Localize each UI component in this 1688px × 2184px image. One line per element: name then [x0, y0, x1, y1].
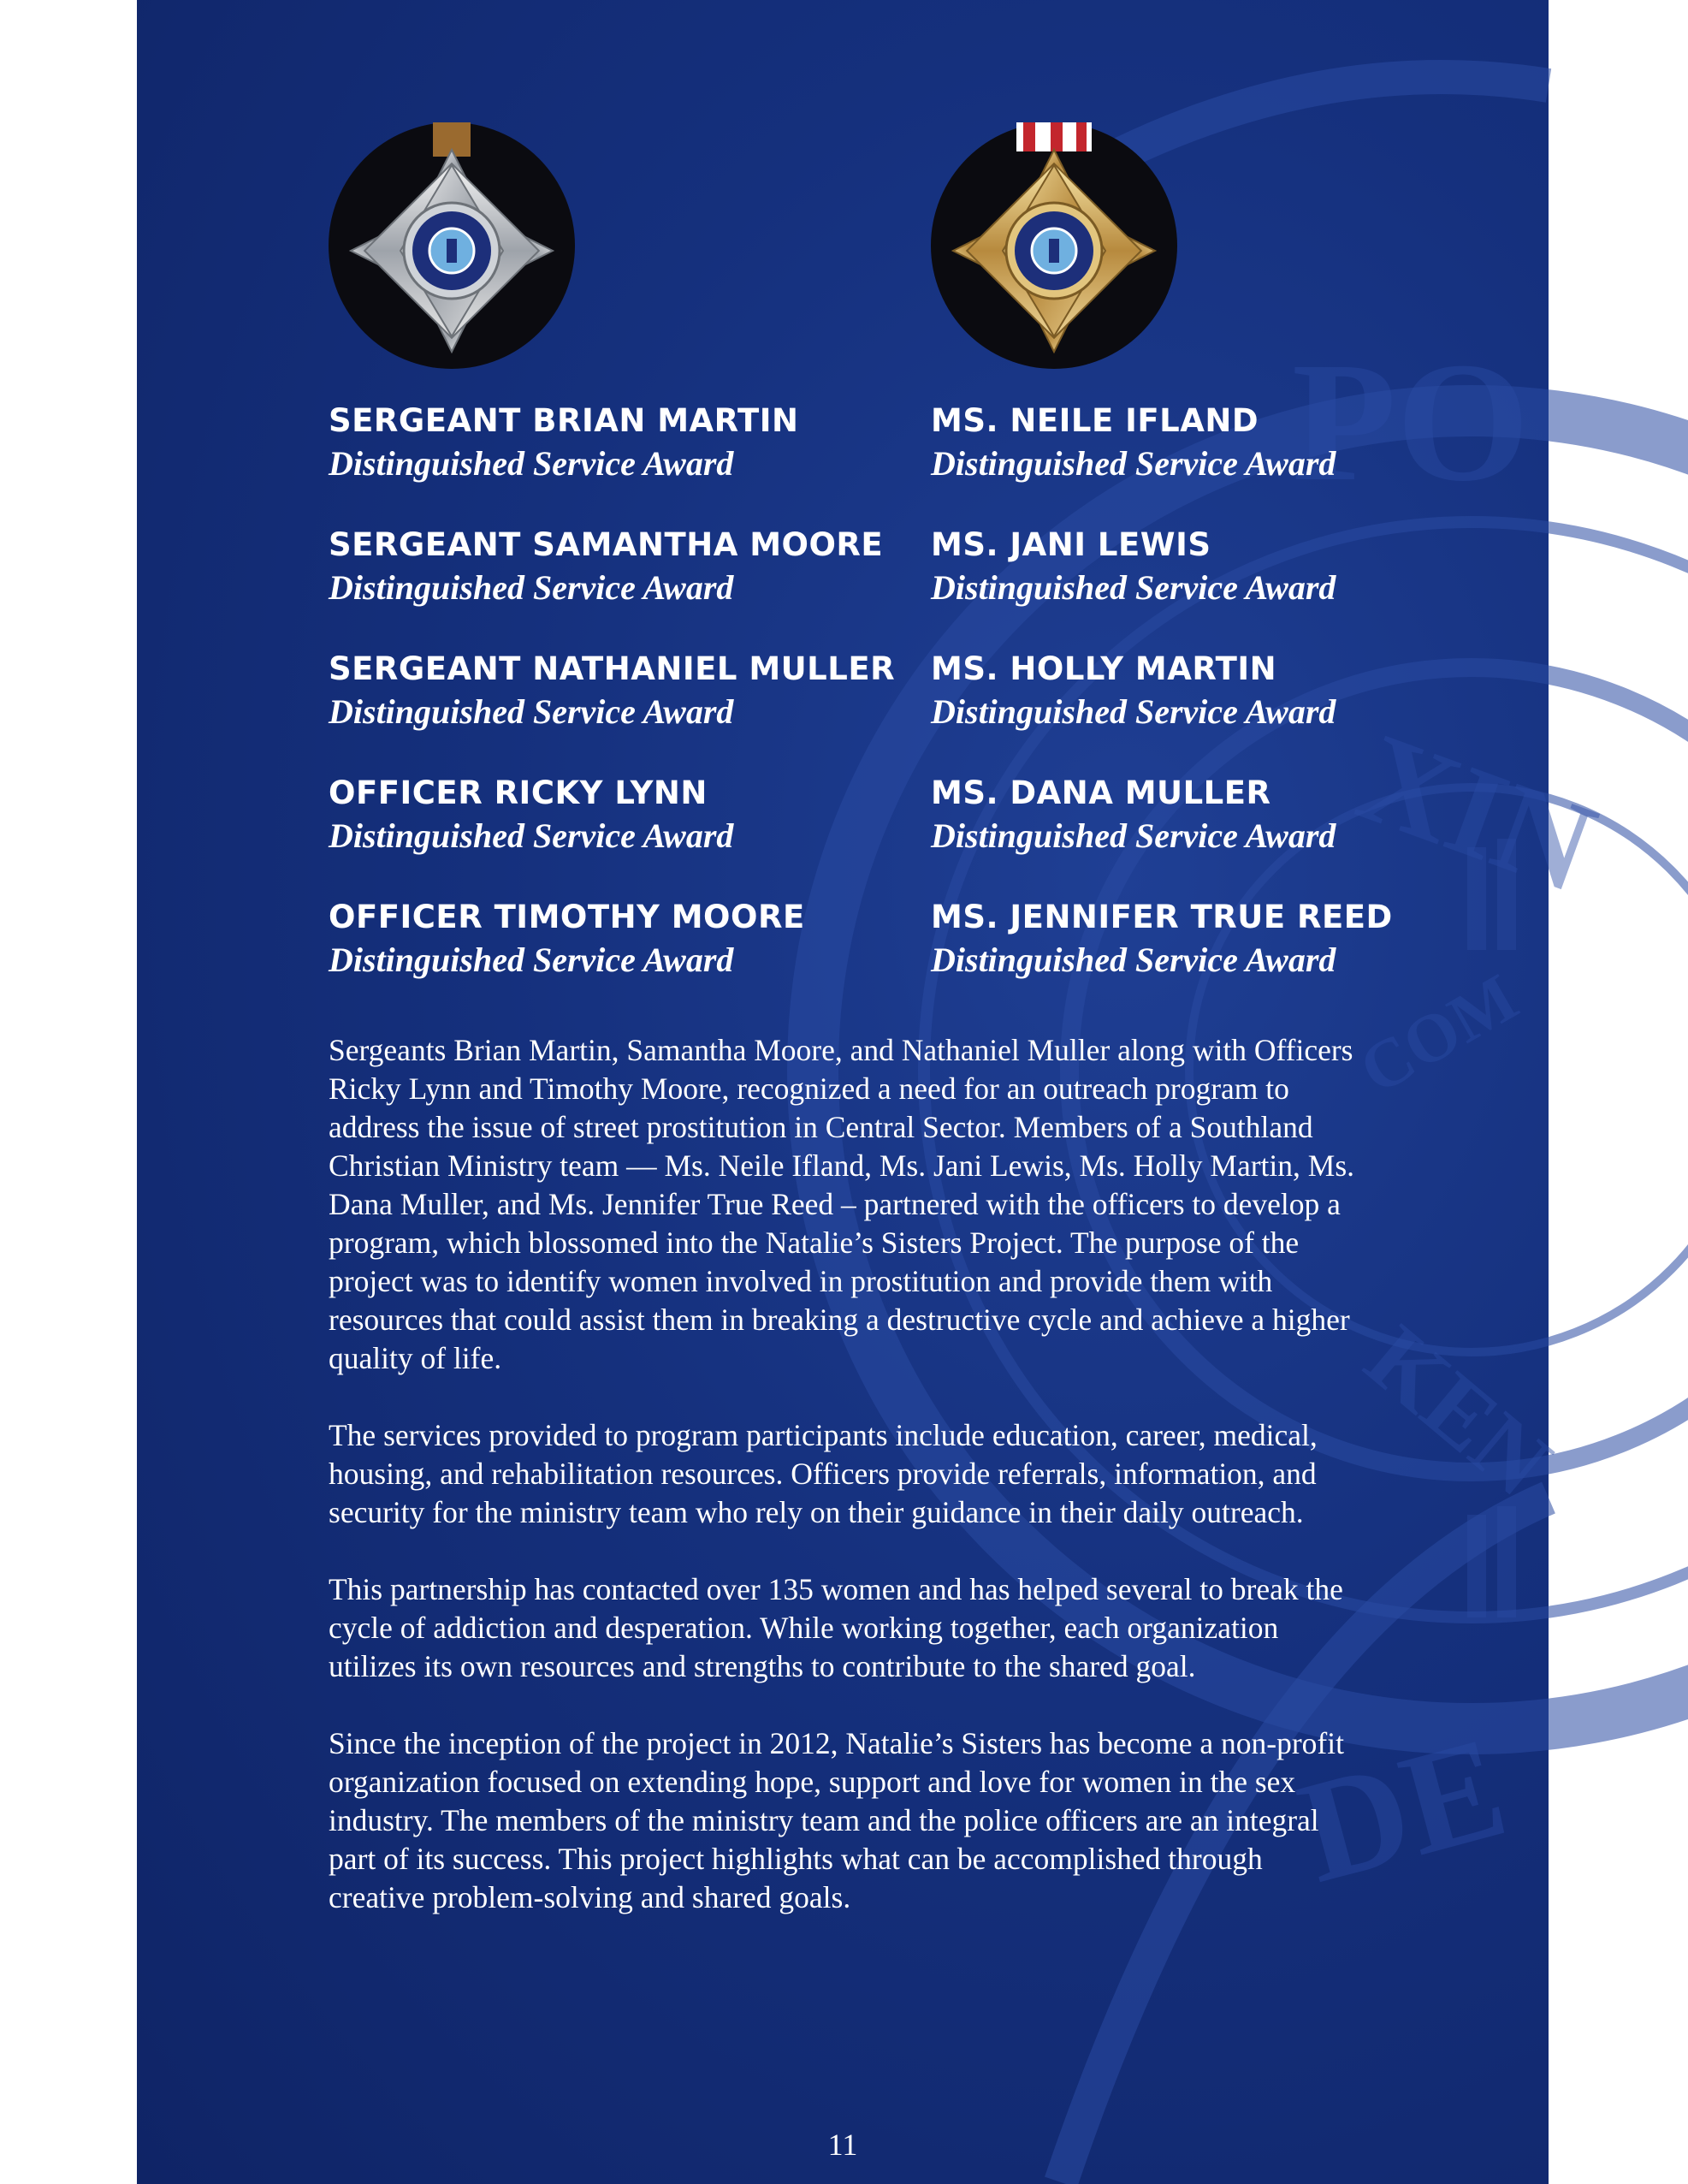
document-page — [137, 0, 1612, 2184]
awardee-entry — [931, 896, 1530, 982]
award-title: Distinguished Service Award — [329, 941, 734, 979]
paragraph: Sergeants Brian Martin, Samantha Moore, and Nathaniel Muller along with Officers Ricky Lynn and Timothy Moore, recognized a need for an outreach program to address the issue of street prostitution in Central Sector. Members of a Southland Christian Ministry team — Ms. Neile Ifland, Ms. Jani Lewis, Ms. Holly Martin, Ms. Dana Muller, and Ms. Jennifer True Reed – partnered with the officers to develop a program, which blossomed into the Natalie’s Sisters Project. The purpose of the project was to identify women involved in prostitution and provide them with resources that could assist them in breaking a destructive cycle and achieve a higher quality of life. — [329, 1033, 1355, 1375]
paragraph: The services provided to program participants include education, career, medical, housing, and rehabilitation resources. Officers provide referrals, information, and security for the ministry team who rely on their guidance in their daily outreach. — [329, 1418, 1318, 1529]
awardee-entry — [931, 772, 1530, 858]
award-title: Distinguished Service Award — [931, 568, 1336, 607]
award-title: Distinguished Service Award — [329, 444, 734, 483]
svg-text:PO: PO — [1292, 328, 1530, 517]
awardee-name: SERGEANT NATHANIEL MULLER — [329, 650, 896, 687]
svg-text:COM: COM — [1347, 959, 1531, 1109]
awardee-entry — [931, 648, 1530, 733]
awardee-name: SERGEANT BRIAN MARTIN — [329, 402, 799, 439]
svg-text:DE: DE — [1283, 1706, 1521, 1914]
awardee-entry — [329, 896, 927, 982]
svg-text:XIN: XIN — [1342, 706, 1612, 921]
award-title: Distinguished Service Award — [931, 941, 1336, 979]
awardee-entry — [329, 648, 927, 733]
body-text — [329, 1031, 1355, 1956]
svg-text:KEN: KEN — [1347, 1304, 1571, 1516]
award-title: Distinguished Service Award — [931, 816, 1336, 855]
awardee-name: MS. JENNIFER TRUE REED — [931, 899, 1393, 935]
awardee-name: SERGEANT SAMANTHA MOORE — [329, 526, 884, 563]
award-title: Distinguished Service Award — [329, 692, 734, 731]
award-title: Distinguished Service Award — [931, 444, 1336, 483]
awardee-name: MS. HOLLY MARTIN — [931, 650, 1277, 687]
page-number: 11 — [827, 2128, 858, 2162]
awardee-entry — [329, 524, 927, 609]
award-title: Distinguished Service Award — [329, 816, 734, 855]
awardee-name: MS. NEILE IFLAND — [931, 402, 1259, 439]
awardee-entry — [931, 400, 1530, 485]
awardee-name: MS. JANI LEWIS — [931, 526, 1211, 563]
awardee-entry — [931, 524, 1530, 609]
awardee-name: OFFICER RICKY LYNN — [329, 774, 708, 811]
award-title: Distinguished Service Award — [931, 692, 1336, 731]
paragraph: Since the inception of the project in 2012, Natalie’s Sisters has become a non-profit organization focused on extending hope, support and love for women in the sex industry. The members of the ministry team and the police officers are an integral part of its success. This project highlights what can be accomplished through creative problem-solving and shared goals. — [329, 1726, 1344, 1914]
gold-distinguished-service-medal — [931, 122, 1177, 369]
awardee-entry — [329, 772, 927, 858]
paragraph: This partnership has contacted over 135 women and has helped several to break the cycle of addiction and desperation. While working together, each organization utilizes its own resources and strengths to contribute to the shared goal. — [329, 1572, 1343, 1683]
awardee-entry — [329, 400, 927, 485]
awardee-name: MS. DANA MULLER — [931, 774, 1271, 811]
award-title: Distinguished Service Award — [329, 568, 734, 607]
awardee-name: OFFICER TIMOTHY MOORE — [329, 899, 805, 935]
silver-distinguished-service-medal — [329, 122, 575, 369]
